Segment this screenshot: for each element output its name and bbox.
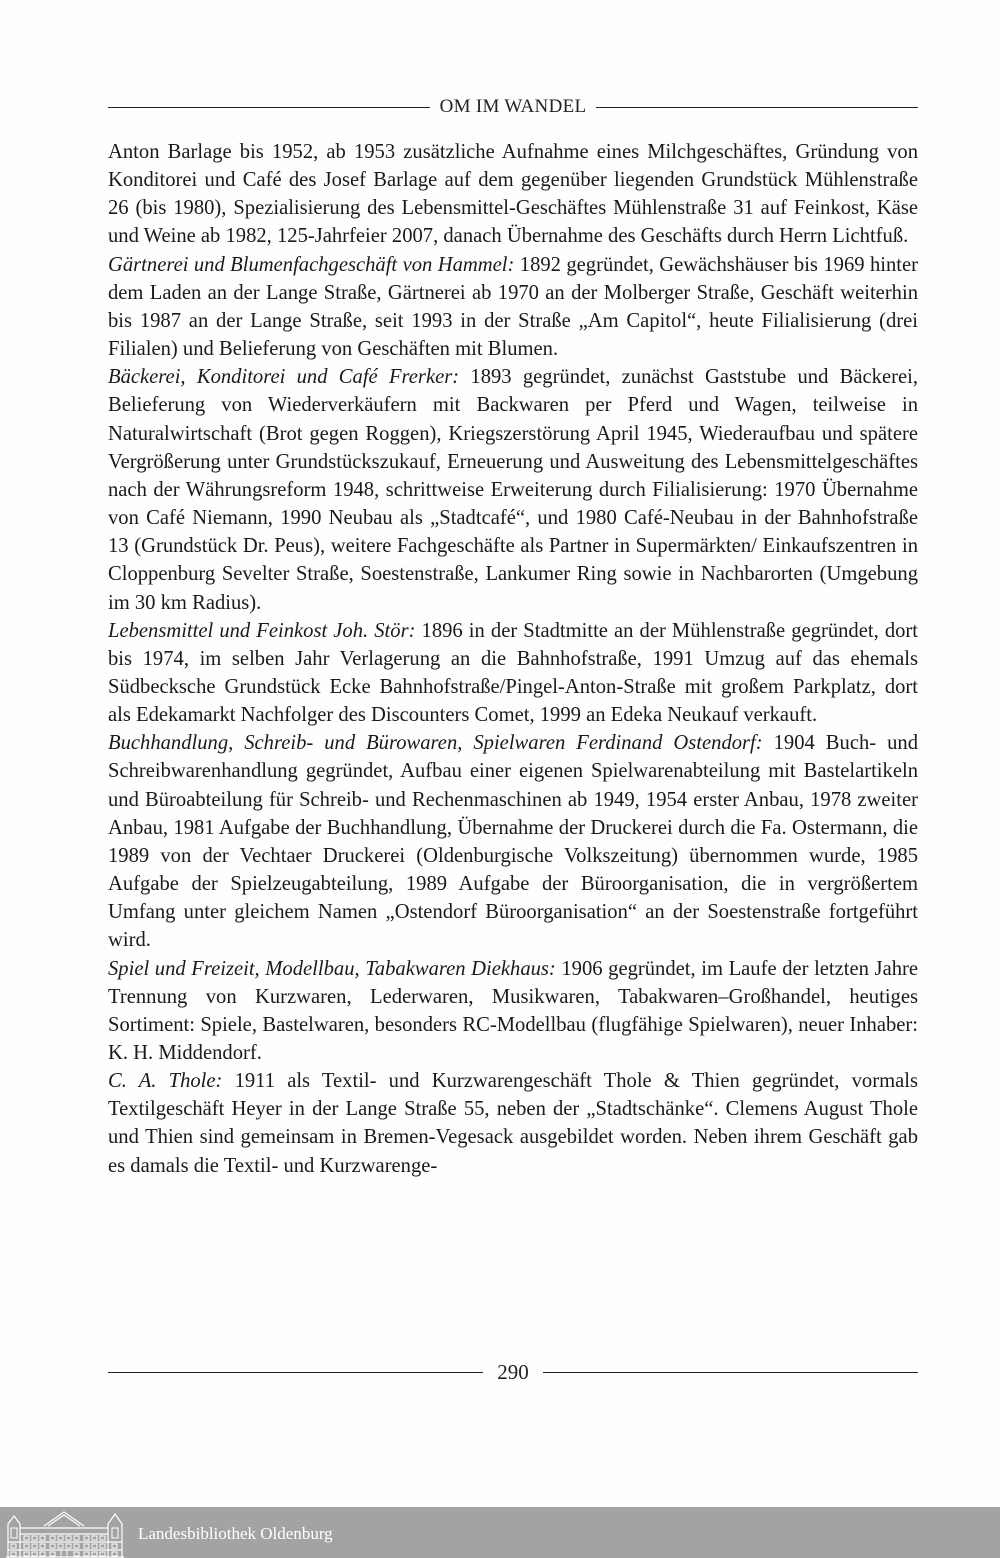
entry-text: 1896 in der Stadtmitte an der Mühlenstraße gegründet, dort bis 1974, im selben Jahr Verlagerung an die Bahnhofstraße, 1991 Umzug auf das ehemals Südbecksche Grundstück Ecke Bahnhofstraße/Pingel-Anton-Straße mit großem Parkplatz, dort als Edekamarkt Nachfolger des Discounters Comet, 1999 an Edeka Neukauf verkauft.: [108, 619, 918, 727]
paragraph-entry: [108, 138, 918, 251]
paragraph-entry: [108, 363, 918, 616]
entry-heading: C. A. Thole:: [108, 1070, 223, 1093]
entry-heading: Gärtnerei und Blumenfachgeschäft von Hammel:: [108, 253, 515, 276]
entry-text: 1906 gegründet, im Laufe der letzten Jahre Trennung von Kurzwaren, Lederwaren, Musikwaren, Tabakwaren–Großhandel, heutiges Sortiment: Spiele, Bastelwaren, besonders RC-Modellbau (flugfähige Spielwaren), neuer Inhaber: K. H. Middendorf.: [108, 957, 918, 1064]
entry-text: 1904 Buch- und Schreibwarenhandlung gegründet, Aufbau einer eigenen Spielwarenabteilung mit Bastelartikeln und Büroabteilung für Schreib- und Rechenmaschinen ab 1949, 1954 erster Anbau, 1978 zweiter Anbau, 1981 Aufgabe der Buchhandlung, Übernahme der Druckerei durch die Fa. Ostermann, die 1989 von der Vechtaer Druckerei (Oldenburgische Volkszeitung) übernommen wurde, 1985 Aufgabe der Spielzeugabteilung, 1989 Aufgabe der Büroorganisation, die in vergrößertem Umfang unter gleichem Namen „Ostendorf Büroorganisation“ an der Soestenstraße fortgeführt wird.: [108, 732, 918, 952]
library-banner: [0, 1507, 1000, 1558]
header-rule-right: [596, 107, 918, 108]
entry-text: 1892 gegründet, Gewächshäuser bis 1969 hinter dem Laden an der Lange Straße, Gärtnerei ab 1970 an der Molberger Straße, Geschäft weiterhin bis 1987 an der Lange Straße, seit 1993 in der Straße „Am Capitol“, heute Filialisierung (drei Filialen) und Belieferung von Geschäften mit Blumen.: [108, 253, 918, 361]
body-text: [108, 138, 918, 1180]
entry-heading: Spiel und Freizeit, Modellbau, Tabakwaren Diekhaus:: [108, 957, 556, 980]
page-footer: [108, 1360, 918, 1385]
running-title: OM IM WANDEL: [439, 96, 587, 117]
library-building-icon: [4, 1507, 128, 1558]
paragraph-entry: [108, 251, 918, 364]
entry-heading: Lebensmittel und Feinkost Joh. Stör:: [108, 619, 416, 642]
footer-rule-right: [543, 1372, 918, 1373]
page-number: 290: [497, 1360, 529, 1384]
entry-heading: Bäckerei, Konditorei und Café Frerker:: [108, 366, 460, 389]
entry-heading: Buchhandlung, Schreib- und Bürowaren, Spielwaren Ferdinand Ostendorf:: [108, 732, 763, 755]
paragraph-entry: [108, 955, 918, 1068]
header-rule-left: [108, 107, 430, 108]
entry-text: 1911 als Textil- und Kurzwarengeschäft Thole & Thien gegründet, vormals Textilgeschäft Heyer in der Lange Straße 55, neben der „Stadtschänke“. Clemens August Thole und Thien sind gemeinsam in Bremen-Vegesack ausgebildet worden. Neben ihrem Geschäft gab es damals die Textil- und Kurzwarenge-: [108, 1070, 918, 1177]
running-head: [108, 96, 918, 118]
paragraph-entry: [108, 729, 918, 954]
entry-text: 1893 gegründet, zunächst Gaststube und Bäckerei, Belieferung von Wiederverkäufern mit Backwaren per Pferd und Wagen, teilweise in Naturalwirtschaft (Brot gegen Roggen), Kriegszerstörung April 1945, Wiederaufbau und spätere Vergrößerung unter Grundstückszukauf, Erneuerung und Ausweitung des Lebensmittelgeschäftes nach der Währungsreform 1948, schrittweise Erweiterung durch Filialisierung: 1970 Übernahme von Café Niemann, 1990 Neubau als „Stadtcafé“, und 1980 Café-Neubau in der Bahnhofstraße 13 (Grundstück Dr. Peus), weitere Fachgeschäfte als Partner in Supermärkten/ Einkaufszentren in Cloppenburg Sevelter Straße, Soestenstraße, Lankumer Ring sowie in Nachbarorten (Umgebung im 30 km Radius).: [108, 366, 918, 614]
paragraph-entry: [108, 1067, 918, 1180]
entry-text: Anton Barlage bis 1952, ab 1953 zusätzliche Aufnahme eines Milchgeschäftes, Gründung von Konditorei und Café des Josef Barlage auf dem gegenüber liegenden Grundstück Mühlenstraße 26 (bis 1980), Spezialisierung des Lebensmittel-Geschäftes Mühlenstraße 31 auf Feinkost, Käse und Weine ab 1982, 125-Jahrfeier 2007, danach Übernahme des Geschäfts durch Herrn Lichtfuß.: [108, 141, 918, 248]
library-name: Landesbibliothek Oldenburg: [138, 1523, 333, 1543]
footer-rule-left: [108, 1372, 483, 1373]
paragraph-entry: [108, 617, 918, 730]
